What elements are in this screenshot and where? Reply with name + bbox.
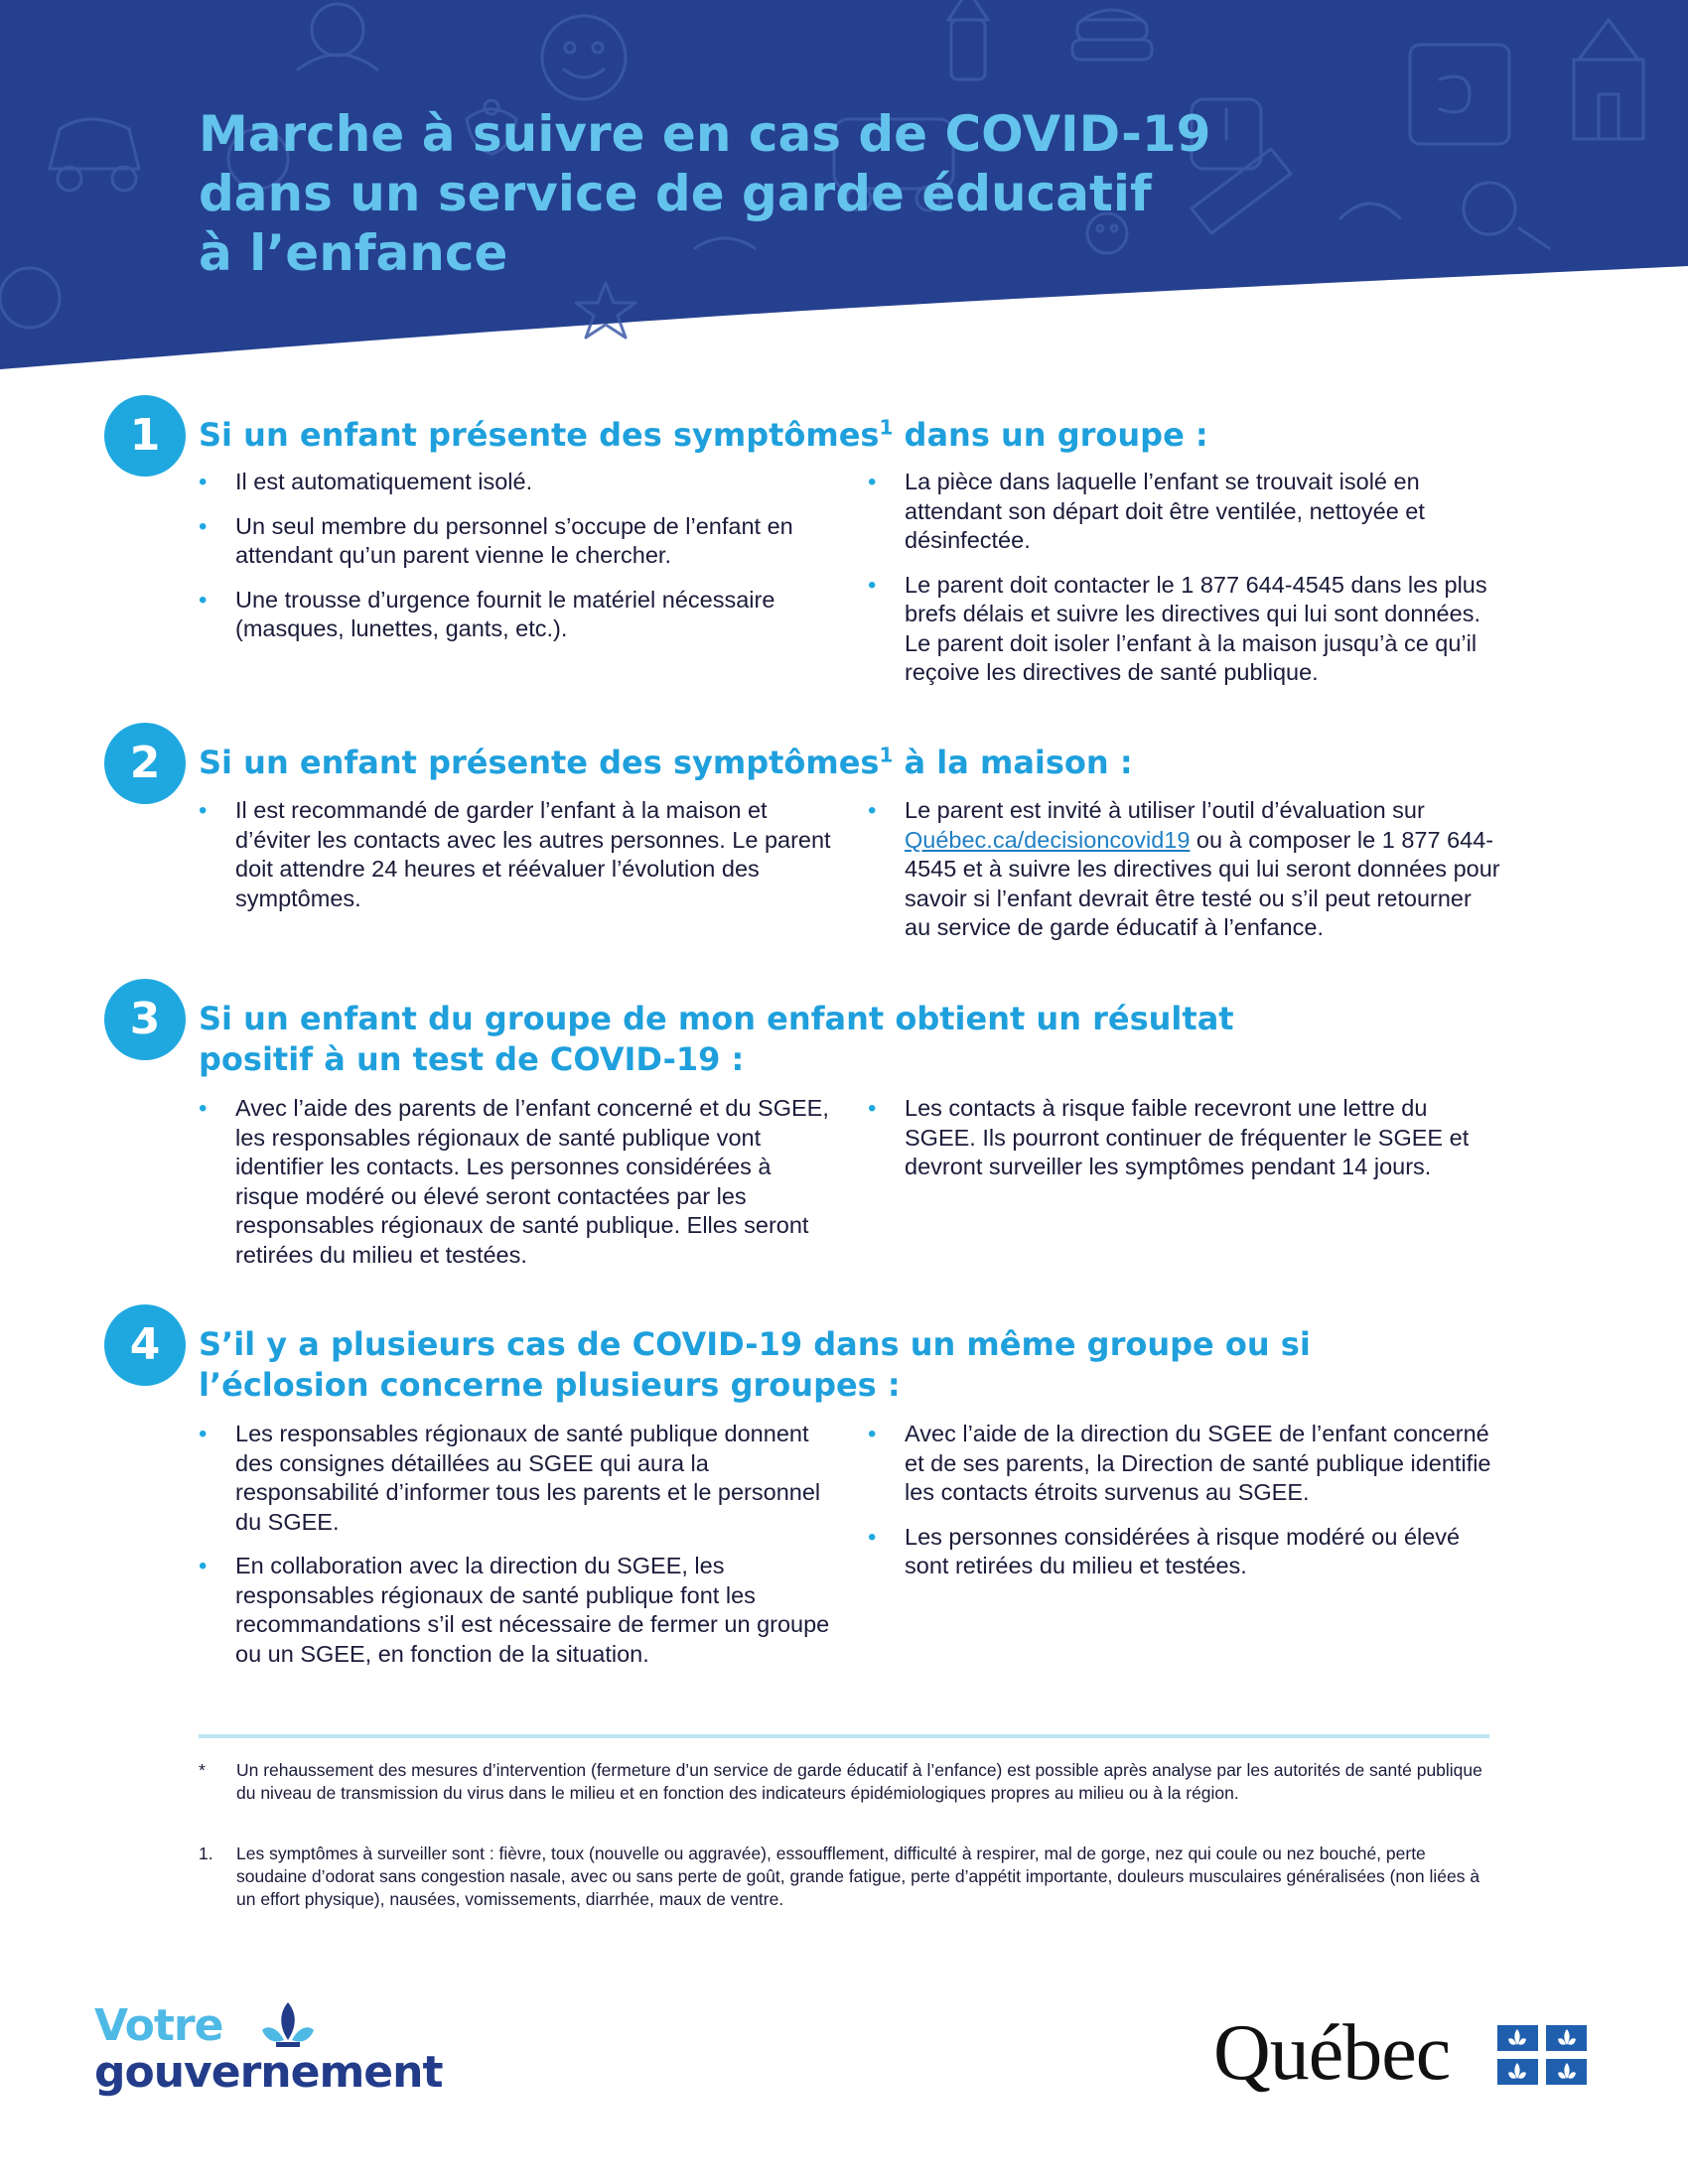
section-number-badge: 2: [104, 723, 186, 804]
bullet-list-right: [868, 796, 1503, 958]
section-heading: [199, 743, 1430, 783]
heading-text: à la maison :: [893, 744, 1133, 781]
list-item: • Un seul membre du personnel s’occupe de l’enfant en attendant qu’un parent vienne le chercher.: [199, 512, 834, 571]
list-item: • La pièce dans laquelle l’enfant se trouvait isolé en attendant son départ doit être ventilée, nettoyée et désinfectée.: [868, 468, 1503, 556]
bullet-list-right: [868, 468, 1503, 703]
footnote-text: Un rehaussement des mesures d’intervention (fermeture d’un service de garde éducatif à l’enfance) est possible après analyse par les autorités de santé publique du niveau de transmission du virus dans le milieu et en fonction des indicateurs épidémiologiques propres au milieu ou à la région.: [236, 1760, 1482, 1803]
section-number-badge: 4: [104, 1304, 186, 1386]
list-item: • Il est recommandé de garder l’enfant à la maison et d’éviter les contacts avec les autres personnes. Le parent doit attendre 24 heures et réévaluer l’évolution des symptômes.: [199, 796, 834, 913]
section-heading: Si un enfant du groupe de mon enfant obtient un résultat positif à un test de COVID-19 :: [199, 1000, 1234, 1078]
bullet-list-right: [868, 1094, 1503, 1197]
logo-text-votre: Votre: [94, 2000, 223, 2051]
list-item: • Avec l’aide des parents de l’enfant concerné et du SGEE, les responsables régionaux de santé publique vont identifier les contacts. Les personnes considérées à risque modéré ou élevé seront contactées par les responsables régionaux de santé publique. Elles seront retirées du milieu et testées.: [199, 1094, 834, 1270]
section-heading: [199, 415, 1430, 456]
quebec-flag-icon: [1497, 2025, 1587, 2085]
footnote-text: Les symptômes à surveiller sont : fièvre, toux (nouvelle ou aggravée), essoufflement, difficulté à respirer, mal de gorge, nez qui coule ou nez bouché, perte soudaine d’odorat sans congestion nasale, avec ou sans perte de goût, grande fatigue, perte d’appétit importante, douleurs musculaires généralisées (non liées à un effort physique), nausées, vomissements, diarrhée, maux de ventre.: [236, 1843, 1480, 1909]
heading-text: Si un enfant présente des symptômes: [199, 744, 880, 781]
footnote-asterisk: [199, 1759, 1489, 1805]
list-item-text: Le parent est invité à utiliser l’outil d’évaluation sur: [905, 797, 1425, 823]
list-item: • Avec l’aide de la direction du SGEE de l’enfant concerné et de ses parents, la Direction de santé publique identifie les contacts étroits survenus au SGEE.: [868, 1420, 1503, 1508]
heading-text: Si un enfant présente des symptômes: [199, 416, 880, 454]
section-number-badge: 1: [104, 395, 186, 477]
header-banner: [0, 0, 1688, 377]
decisioncovid19-link[interactable]: Québec.ca/decisioncovid19: [905, 826, 1191, 853]
footnote-1: [199, 1843, 1489, 1911]
list-item: • Les responsables régionaux de santé publique donnent des consignes détaillées au SGEE qui aura la responsabilité d’informer tous les parents et le personnel du SGEE.: [199, 1420, 834, 1537]
fleur-de-lis-icon: [258, 2000, 318, 2056]
footnote-ref: 1: [879, 743, 894, 767]
list-item: [868, 796, 1503, 943]
quebec-logo: [1213, 2003, 1601, 2103]
list-item-text: ou à composer le 1 877 644-4545 et à suivre les directives qui lui seront données pour savoir si l’enfant devrait être testé ou s’il peut retourner au service de garde éducatif à l’enfance.: [905, 826, 1500, 940]
footnote-marker: 1.: [199, 1843, 213, 1863]
list-item: • Une trousse d’urgence fournit le matériel nécessaire (masques, lunettes, gants, etc.).: [199, 586, 834, 644]
logo-text-gouvernement: gouvernement: [94, 2047, 443, 2098]
list-item: • Les contacts à risque faible recevront une lettre du SGEE. Ils pourront continuer de fréquenter le SGEE et devront surveiller les symptômes pendant 14 jours.: [868, 1094, 1503, 1182]
footnote-divider: [199, 1734, 1489, 1738]
footnote-marker: *: [199, 1760, 206, 1780]
section-number-badge: 3: [104, 979, 186, 1060]
list-item: • En collaboration avec la direction du SGEE, les responsables régionaux de santé publique font les recommandations s’il est nécessaire de fermer un groupe ou un SGEE, en fonction de la situation.: [199, 1552, 834, 1669]
heading-text: dans un groupe :: [893, 416, 1208, 454]
footnote-ref: 1: [879, 415, 894, 440]
list-item: • Les personnes considérées à risque modéré ou élevé sont retirées du milieu et testées.: [868, 1523, 1503, 1581]
title-line-2: dans un service de garde éducatif: [199, 165, 1152, 222]
bullet-list-left: [199, 1420, 834, 1684]
logo-text-quebec: Québec: [1213, 2009, 1451, 2097]
list-item: • Le parent doit contacter le 1 877 644-4545 dans les plus brefs délais et suivre les directives qui lui sont données. Le parent doit isoler l’enfant à la maison jusqu’à ce qu’il reçoive les directives de santé publique.: [868, 571, 1503, 688]
title-line-3: à l’enfance: [199, 224, 508, 282]
title-line-1: Marche à suivre en cas de COVID-19: [199, 105, 1211, 163]
bullet-list-right: [868, 1420, 1503, 1596]
section-heading: S’il y a plusieurs cas de COVID-19 dans un même groupe ou si l’éclosion concerne plusieurs groupes :: [199, 1325, 1311, 1404]
bullet-list-left: [199, 796, 834, 928]
bullet-list-left: [199, 1094, 834, 1285]
votre-gouvernement-logo: [94, 2000, 443, 2110]
list-item: • Il est automatiquement isolé.: [199, 468, 834, 497]
bullet-list-left: [199, 468, 834, 659]
page-title: [199, 104, 1390, 283]
